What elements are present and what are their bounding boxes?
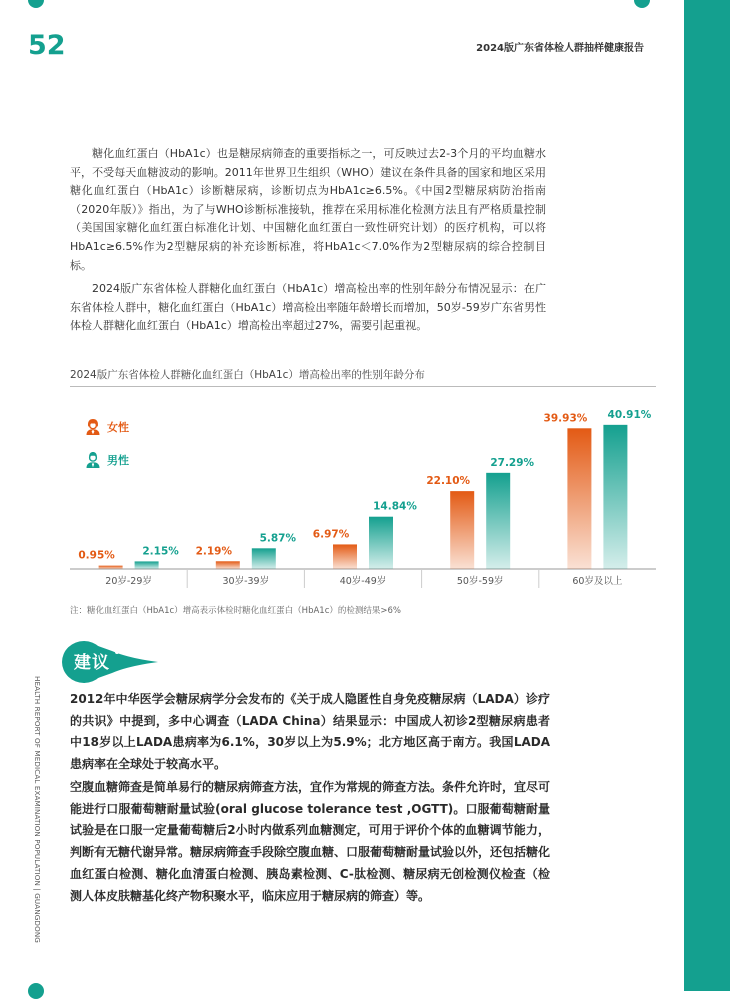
hba1c-bar-chart <box>70 395 656 595</box>
body-paragraph: 糖化血红蛋白（HbA1c）也是糖尿病筛查的重要指标之一，可反映过去2-3个月的平均血糖水平，不受每天血糖波动的影响。2011年世界卫生组织（WHO）建议在条件具备的国家和地区采用糖化血红蛋白（HbA1c）诊断糖尿病，诊断切点为HbA1c≥6.5%。《中国2型糖尿病防治指南（2020年版）》指出，为了与WHO诊断标准接轨，推荐在采用标准化检测方法且有严格质量控制（美国国家糖化血红蛋白标准化计划、中国糖化血红蛋白一致性研究计划）的医疗机构，可以将HbA1c≥6.5%作为2型糖尿病的补充诊断标准，将HbA1c＜7.0%作为2型糖尿病的综合控制目标。 <box>70 147 546 272</box>
bar-female <box>567 428 591 569</box>
side-caption: HEALTH REPORT OF MEDICAL EXAMINATION POPULATION | GUANGDONG <box>33 676 42 943</box>
data-label-female: 0.95% <box>78 549 115 562</box>
data-label-male: 2.15% <box>142 545 179 558</box>
suggestion-paragraph: 2012年中华医学会糖尿病学分会发布的《关于成人隐匿性自身免疫糖尿病（LADA）诊疗的共识》中提到，多中心调查（LADA China）结果显示：中国成人初诊2型糖尿病患者中18岁以上LADA患病率为6.1%，30岁以上为5.9%；北方地区高于南方。我国LADA患病率在全球处于较高水平。 <box>70 692 550 772</box>
legend-label-female: 女性 <box>107 421 129 434</box>
bar-male <box>252 548 276 569</box>
suggestion-paragraph: 空腹血糖筛查是简单易行的糖尿病筛查方法，宜作为常规的筛查方法。条件允许时，宜尽可能进行口服葡萄糖耐量试验(oral glucose tolerance test ,OGTT)。口服葡萄糖耐量试验是在口服一定量葡萄糖后2小时内做系列血糖测定，可用于评价个体的血糖调节能力，判断有无糖代谢异常。糖尿病筛查手段除空腹血糖、口服葡萄糖耐量试验以外，还包括糖化血红蛋白检测、糖化血清蛋白检测、胰岛素检测、C-肽检测、糖尿病无创检测仪检查（检测人体皮肤糖基化终产物积聚水平，临床应用于糖尿病的筛查）等。 <box>70 780 551 903</box>
x-tick-label: 40岁-49岁 <box>339 576 387 587</box>
chart-divider <box>70 386 656 387</box>
page-number: 52 <box>28 30 66 61</box>
chart-title: 2024版广东省体检人群糖化血红蛋白（HbA1c）增高检出率的性别年龄分布 <box>70 369 425 381</box>
bar-male <box>486 473 510 569</box>
bar-male <box>603 425 627 569</box>
data-label-female: 6.97% <box>312 528 350 541</box>
side-accent-bar <box>684 0 730 991</box>
bar-female <box>99 566 123 569</box>
suggestion-heading: 建议 <box>74 653 110 673</box>
data-label-female: 22.10% <box>426 475 471 488</box>
bar-female <box>216 561 240 569</box>
report-title: 2024版广东省体检人群抽样健康报告 <box>476 43 644 54</box>
x-tick-label: 30岁-39岁 <box>222 576 270 587</box>
chart-note: 注：糖化血红蛋白（HbA1c）增高表示体检时糖化血红蛋白（HbA1c）的检测结果>6% <box>70 606 401 616</box>
bar-male <box>369 517 393 569</box>
decorative-dot <box>634 0 650 8</box>
data-label-female: 39.93% <box>543 412 588 425</box>
data-label-male: 5.87% <box>259 532 297 545</box>
data-label-female: 2.19% <box>195 545 233 558</box>
decorative-dot <box>28 983 44 999</box>
data-label-male: 14.84% <box>373 500 417 513</box>
bar-male <box>135 561 159 569</box>
x-tick-label: 20岁-29岁 <box>105 576 152 587</box>
decorative-dot <box>28 0 44 8</box>
body-paragraph: 2024版广东省体检人群糖化血红蛋白（HbA1c）增高检出率的性别年龄分布情况显示：在广东省体检人群中，糖化血红蛋白（HbA1c）增高检出率随年龄增长而增加，50岁-59岁广东省男性体检人群糖化血红蛋白（HbA1c）增高检出率超过27%，需要引起重视。 <box>70 282 546 333</box>
data-label-male: 27.29% <box>490 456 535 469</box>
legend-label-male: 男性 <box>107 454 129 467</box>
bar-female <box>333 544 357 569</box>
data-label-male: 40.91% <box>607 408 652 421</box>
x-tick-label: 50岁-59岁 <box>456 576 504 587</box>
x-tick-label: 60岁及以上 <box>572 576 623 587</box>
bar-female <box>450 491 474 569</box>
